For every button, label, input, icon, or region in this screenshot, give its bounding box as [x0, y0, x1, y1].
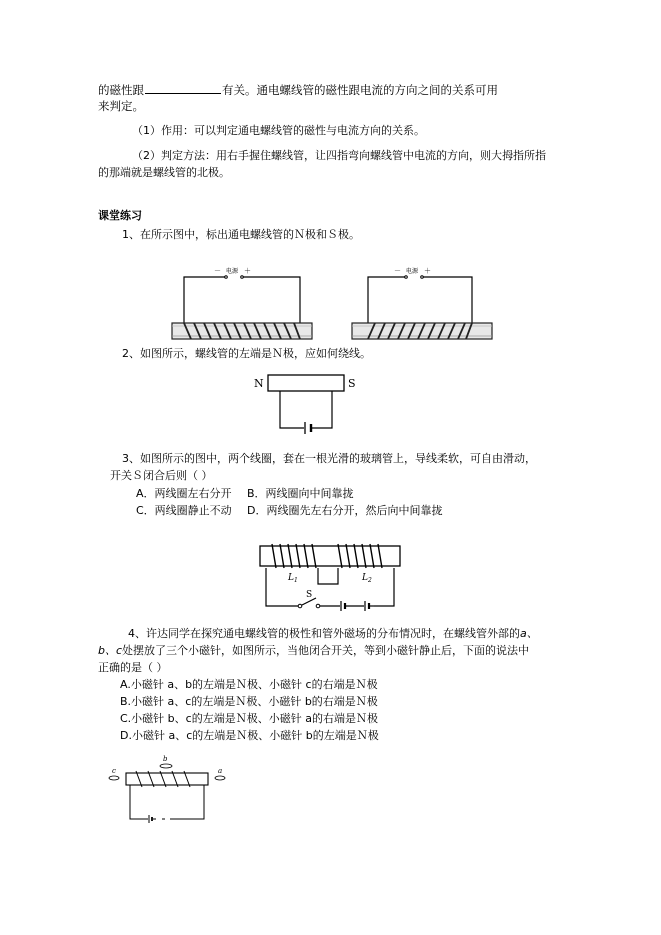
q3-option-a: A．两线圈左右分开	[136, 487, 232, 500]
intro-line-2: 来判定。	[98, 99, 144, 113]
q1-right-minus: －	[394, 267, 401, 275]
section-title: 课堂练习	[98, 209, 142, 222]
q4-label-b: b	[163, 755, 168, 763]
q1-figure-right	[348, 263, 500, 345]
q3-option-c: C．两线圈静止不动	[136, 504, 232, 517]
q4-text-line-3: 正确的是（ ）	[98, 661, 168, 674]
q3-option-b: B．两线圈向中间靠拢	[247, 487, 354, 500]
q3-option-d: D．两线圈先左右分开，然后向中间靠拢	[247, 504, 443, 517]
intro-text-a: 的磁性跟	[98, 83, 144, 97]
q4-option-c: C.小磁针 b、c的左端是Ｎ极、小磁针 a的右端是Ｎ极	[120, 712, 378, 725]
intro-line-5: 的那端就是螺线管的北极。	[98, 166, 230, 179]
q3-figure	[254, 540, 406, 612]
q2-pole-s: S	[348, 377, 356, 390]
q1-left-plus: ＋	[244, 267, 251, 275]
q1-figure-left	[168, 263, 320, 345]
q4-option-d: D.小磁针 a、c的左端是Ｎ极、小磁针 b的左端是Ｎ极	[120, 729, 379, 742]
q4-option-b: B.小磁针 a、c的左端是Ｎ极、小磁针 b的右端是Ｎ极	[120, 695, 378, 708]
q4-text-line-1-letters: a、	[520, 627, 538, 640]
q4-text-line-2	[98, 644, 529, 658]
q3-text-line-1: 3、如图所示的图中，两个线圈，套在一根光滑的玻璃管上，导线柔软，可自由滑动，	[122, 452, 536, 465]
q2-pole-n: N	[254, 377, 264, 390]
q4-text-line-1-main: 4、许达同学在探究通电螺线管的极性和管外磁场的分布情况时，在螺线管外部的	[128, 627, 520, 640]
q1-right-plus: ＋	[424, 267, 431, 275]
q3-coil-l2: $L_2$	[362, 573, 372, 584]
intro-line-1	[98, 82, 498, 97]
q4-text-line-1	[128, 627, 538, 641]
q4-label-a: a	[218, 767, 223, 775]
q2-text: 2、如图所示，螺线管的左端是Ｎ极，应如何绕线。	[122, 347, 371, 360]
q3-coil-l1: $L_1$	[288, 573, 298, 584]
q1-left-minus: －	[214, 267, 221, 275]
q1-right-label: 电源	[406, 268, 419, 275]
answer-blank	[145, 82, 221, 94]
q3-switch-label: S	[306, 590, 313, 600]
q4-figure	[100, 753, 236, 825]
q2-figure	[250, 370, 362, 440]
q4-label-c: c	[112, 767, 116, 775]
intro-line-4: （2）判定方法：用右手握住螺线管，让四指弯向螺线管中电流的方向，则大拇指所指	[132, 149, 546, 162]
q1-text: 1、在所示图中，标出通电螺线管的Ｎ极和Ｓ极。	[122, 228, 360, 241]
q1-left-label: 电源	[226, 268, 239, 275]
intro-line-3: （1）作用：可以判定通电螺线管的磁性与电流方向的关系。	[132, 124, 425, 137]
q3-text-line-2: 开关Ｓ闭合后则（ ）	[110, 469, 213, 482]
q4-text-line-2-main: 处摆放了三个小磁针，如图所示，当他闭合开关，等到小磁针静止后，下面的说法中	[122, 644, 530, 657]
q4-option-a: A.小磁针 a、b的左端是Ｎ极、小磁针 c的右端是Ｎ极	[120, 678, 378, 691]
q4-text-line-2-letters: b、c	[98, 644, 123, 657]
intro-text-b: 有关。通电螺线管的磁性跟电流的方向之间的关系可用	[222, 83, 498, 97]
